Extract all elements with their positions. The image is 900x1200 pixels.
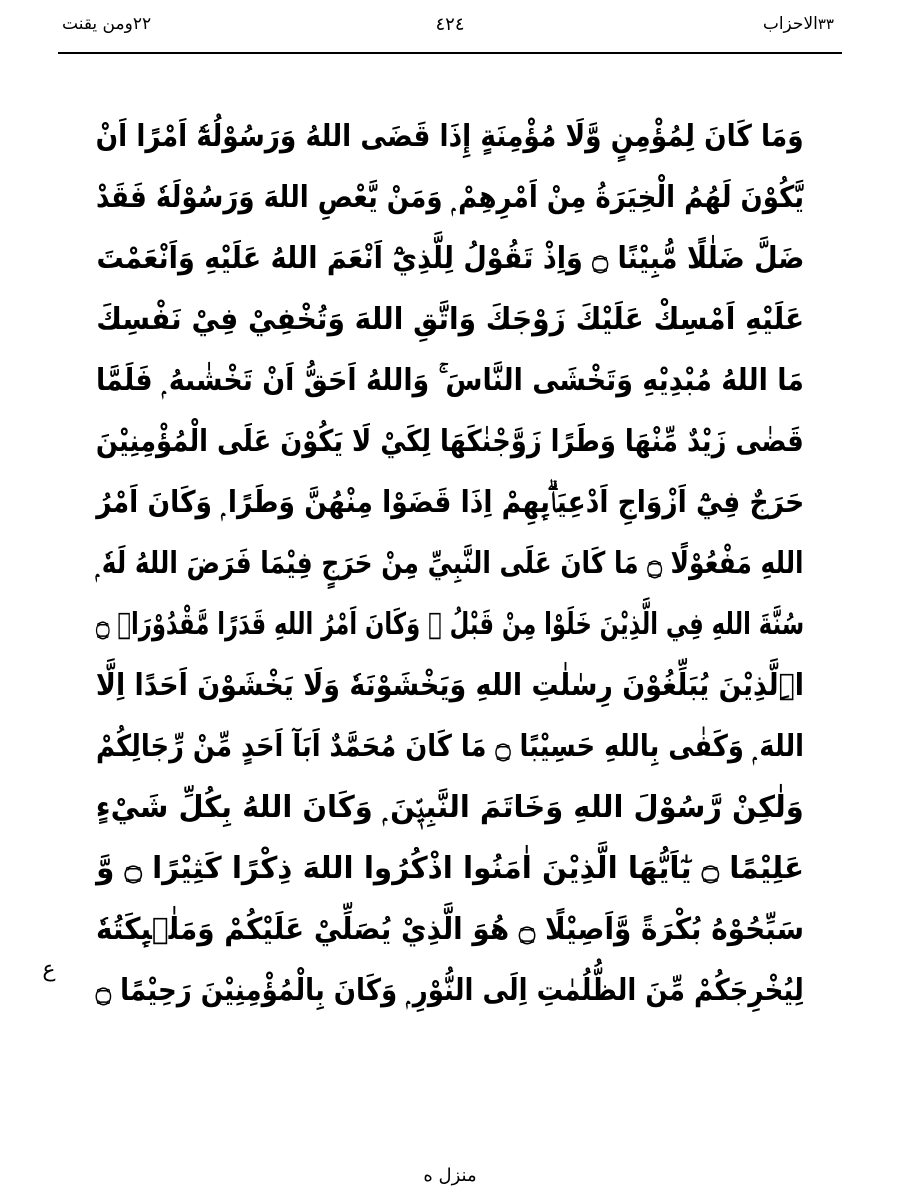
manzil-label: منزل ه (423, 1165, 477, 1186)
quran-line (96, 960, 804, 1021)
quran-line-text: اِۨلَّذِيْنَ يُبَلِّغُوْنَ رِسٰلٰتِ اللهِ وَيَخْشَوْنَهٗ وَلَا يَخْشَوْنَ اَحَدًا اِلَّا (95, 667, 805, 703)
quran-line-text: حَرَجٌ فِيْٓ اَزْوَاجِ اَدْعِيَاۗىِٕهِمْ اِذَا قَضَوْا مِنْهُنَّ وَطَرًا ۭ وَكَانَ اَمْرُ (95, 484, 804, 520)
quran-line (96, 350, 804, 411)
quran-line (96, 594, 804, 655)
quran-line (96, 167, 804, 228)
quran-line (96, 716, 804, 777)
sura-heading (763, 14, 838, 34)
juz-label: ومن يقنت (62, 14, 133, 34)
page-footer (0, 1165, 900, 1186)
quran-line-text: مَا اللهُ مُبْدِيْهِ وَتَخْشَى النَّاسَ ۚ وَاللهُ اَحَقُّ اَنْ تَخْشٰىهُ ۭ فَلَمَّا (96, 362, 804, 398)
quran-line (96, 899, 804, 960)
quran-line (96, 411, 804, 472)
sura-number: ٣٣ (817, 15, 834, 33)
quran-line-text: سُنَّةَ اللهِ فِي الَّذِيْنَ خَلَوْا مِنْ قَبْلُ ۭ وَكَانَ اَمْرُ اللهِ قَدَرًا مَّقْدُوْرَاۨ ۝ (96, 606, 804, 642)
quran-line-text: سَبِّحُوْهُ بُكْرَةً وَّاَصِيْلًا ۝ هُوَ الَّذِيْ يُصَلِّيْ عَلَيْكُمْ وَمَلٰۗىِٕكَتُهٗ (95, 911, 804, 947)
quran-text-block (96, 106, 804, 1021)
sura-name: الاحزاب (762, 14, 818, 34)
quran-line (96, 655, 804, 716)
quran-line (96, 289, 804, 350)
quran-line-text: عَلَيْهِ اَمْسِكْ عَلَيْكَ زَوْجَكَ وَاتَّقِ اللهَ وَتُخْفِيْ فِيْ نَفْسِكَ (96, 301, 804, 337)
quran-line (96, 838, 804, 899)
quran-line (96, 472, 804, 533)
quran-line-text: وَلٰكِنْ رَّسُوْلَ اللهِ وَخَاتَمَ النَّبِيّٖنَ ۭ وَكَانَ اللهُ بِكُلِّ شَيْءٍ (95, 789, 804, 825)
quran-line-text: لِيُخْرِجَكُمْ مِّنَ الظُّلُمٰتِ اِلَى النُّوْرِ ۭ وَكَانَ بِالْمُؤْمِنِيْنَ رَحِيْمًا ۝ (95, 972, 805, 1008)
quran-line-text: اللهِ مَفْعُوْلًا ۝ مَا كَانَ عَلَى النَّبِيِّ مِنْ حَرَجٍ فِيْمَا فَرَضَ اللهُ لَهٗ ۭ (96, 545, 804, 581)
juz-heading (62, 14, 151, 34)
quran-line-text: عَلِيْمًا ۝ يٰٓاَيُّهَا الَّذِيْنَ اٰمَنُوا اذْكُرُوا اللهَ ذِكْرًا كَثِيْرًا ۝ وَّ (96, 850, 804, 886)
juz-number: ٢٢ (132, 14, 152, 34)
quran-line (96, 777, 804, 838)
quran-line-text: قَضٰى زَيْدٌ مِّنْهَا وَطَرًا زَوَّجْنٰكَهَا لِكَيْ لَا يَكُوْنَ عَلَى الْمُؤْمِنِيْنَ (96, 423, 804, 459)
page-body (0, 54, 900, 1200)
quran-line-text: ضَلَّ ضَلٰلًا مُّبِيْنًا ۝ وَاِذْ تَقُوْلُ لِلَّذِيْٓ اَنْعَمَ اللهُ عَلَيْهِ وَاَنْعَمْتَ (95, 240, 804, 276)
quran-line-text: يَّكُوْنَ لَهُمُ الْخِيَرَةُ مِنْ اَمْرِهِمْ ۭ وَمَنْ يَّعْصِ اللهَ وَرَسُوْلَهٗ فَقَدْ (96, 179, 804, 215)
page-header (58, 10, 842, 54)
quran-line (96, 533, 804, 594)
quran-line-text: وَمَا كَانَ لِمُؤْمِنٍ وَّلَا مُؤْمِنَةٍ إِذَا قَضَى اللهُ وَرَسُوْلُهٗٓ اَمْرًا اَنْ (95, 118, 805, 154)
ruku-marker: ع (42, 957, 56, 982)
page-number: ٤٢٤ (435, 14, 465, 35)
quran-line (96, 228, 804, 289)
quran-line-text: اللهَ ۭ وَكَفٰى بِاللهِ حَسِيْبًا ۝ مَا كَانَ مُحَمَّدٌ اَبَآ اَحَدٍ مِّنْ رِّجَالِكُمْ (95, 728, 805, 764)
quran-line (96, 106, 804, 167)
